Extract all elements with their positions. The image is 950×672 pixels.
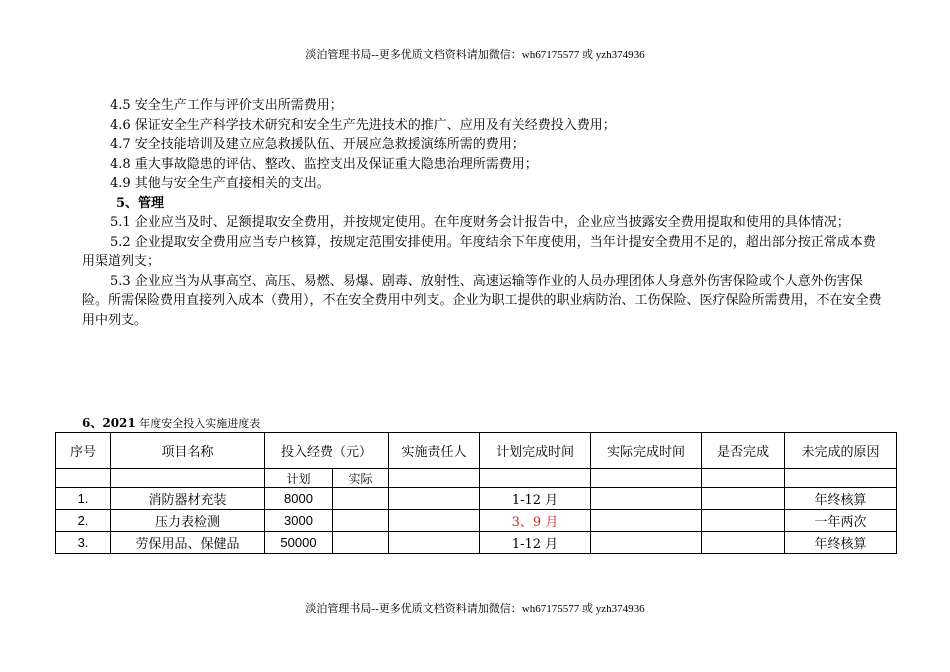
page-header: 淡泊管理书局--更多优质文档资料请加微信：wh67175577 或 yzh374936 [305, 49, 645, 61]
row-reason: 一年两次 [785, 510, 897, 532]
row-name: 劳保用品、保健品 [111, 532, 265, 554]
header-plan-time: 计划完成时间 [480, 433, 591, 469]
header-name: 项目名称 [111, 433, 265, 469]
row-actual-time [591, 532, 702, 554]
item-4-8: 4.8 重大事故隐患的评估、整改、监控支出及保证重大隐患治理所需费用； [110, 156, 538, 172]
row-plan-budget: 8000 [265, 488, 333, 510]
table-subheader-row [56, 469, 897, 488]
section-5-title: 5、管理 [116, 195, 165, 211]
item-4-6: 4.6 保证安全生产科学技术研究和安全生产先进技术的推广、应用及有关经费投入费用； [110, 117, 616, 133]
row-responsible [389, 510, 480, 532]
header-actual-time: 实际完成时间 [591, 433, 702, 469]
table-title-prefix: 6、2021 [82, 416, 136, 430]
row-plan-time: 1-12 月 [480, 532, 591, 554]
row-seq: 2. [56, 510, 111, 532]
row-actual-budget [333, 488, 389, 510]
subheader-blank [389, 469, 480, 488]
row-plan-time: 3、9 月 [480, 510, 591, 532]
paragraph-5-2: 5.2 企业提取安全费用应当专户核算，按规定范围安排使用。年度结余下年度使用，当年计提安全费用不足的，超出部分按正常成本费用渠道列支； [82, 234, 876, 269]
document-body [82, 96, 882, 330]
row-reason: 年终核算 [785, 488, 897, 510]
row-plan-budget: 3000 [265, 510, 333, 532]
subheader-blank [111, 469, 265, 488]
row-seq: 3. [56, 532, 111, 554]
row-done [702, 532, 785, 554]
header-responsible: 实施责任人 [389, 433, 480, 469]
item-4-9: 4.9 其他与安全生产直接相关的支出。 [110, 176, 330, 191]
paragraph-5-3: 5.3 企业应当为从事高空、高压、易燃、易爆、剧毒、放射性、高速运输等作业的人员办理团体人身意外伤害保险或个人意外伤害保险。所需保险费用直接列入成本（费用），不在安全费用中列支。企业为职工提供的职业病防治、工伤保险、医疗保险所需费用，不在安全费用中列支。 [82, 273, 882, 328]
row-actual-budget [333, 532, 389, 554]
subheader-actual: 实际 [333, 469, 389, 488]
paragraph-5-1: 5.1 企业应当及时、足额提取安全费用，并按规定使用。在年度财务会计报告中，企业应当披露安全费用提取和使用的具体情况； [110, 215, 850, 230]
header-reason: 未完成的原因 [785, 433, 897, 469]
table-header-row [56, 433, 897, 469]
subheader-blank [702, 469, 785, 488]
row-name: 消防器材充装 [111, 488, 265, 510]
item-4-7: 4.7 安全技能培训及建立应急救援队伍、开展应急救援演练所需的费用； [110, 137, 525, 152]
safety-investment-table [55, 432, 897, 554]
subheader-blank [56, 469, 111, 488]
table-row [56, 532, 897, 554]
row-responsible [389, 488, 480, 510]
subheader-blank [480, 469, 591, 488]
table-title-text: 年度安全投入实施进度表 [135, 417, 261, 430]
table-row [56, 510, 897, 532]
header-done: 是否完成 [702, 433, 785, 469]
subheader-blank [785, 469, 897, 488]
header-budget: 投入经费（元） [265, 433, 389, 469]
row-done [702, 510, 785, 532]
subheader-blank [591, 469, 702, 488]
row-seq: 1. [56, 488, 111, 510]
row-plan-budget: 50000 [265, 532, 333, 554]
page-footer: 淡泊管理书局--更多优质文档资料请加微信：wh67175577 或 yzh374936 [305, 603, 645, 615]
row-reason: 年终核算 [785, 532, 897, 554]
row-actual-time [591, 510, 702, 532]
row-actual-time [591, 488, 702, 510]
table-title [82, 414, 260, 431]
row-responsible [389, 532, 480, 554]
header-seq: 序号 [56, 433, 111, 469]
table-row [56, 488, 897, 510]
row-plan-time: 1-12 月 [480, 488, 591, 510]
subheader-plan: 计划 [265, 469, 333, 488]
item-4-5: 4.5 安全生产工作与评价支出所需费用； [110, 98, 343, 113]
row-actual-budget [333, 510, 389, 532]
row-done [702, 488, 785, 510]
row-name: 压力表检测 [111, 510, 265, 532]
